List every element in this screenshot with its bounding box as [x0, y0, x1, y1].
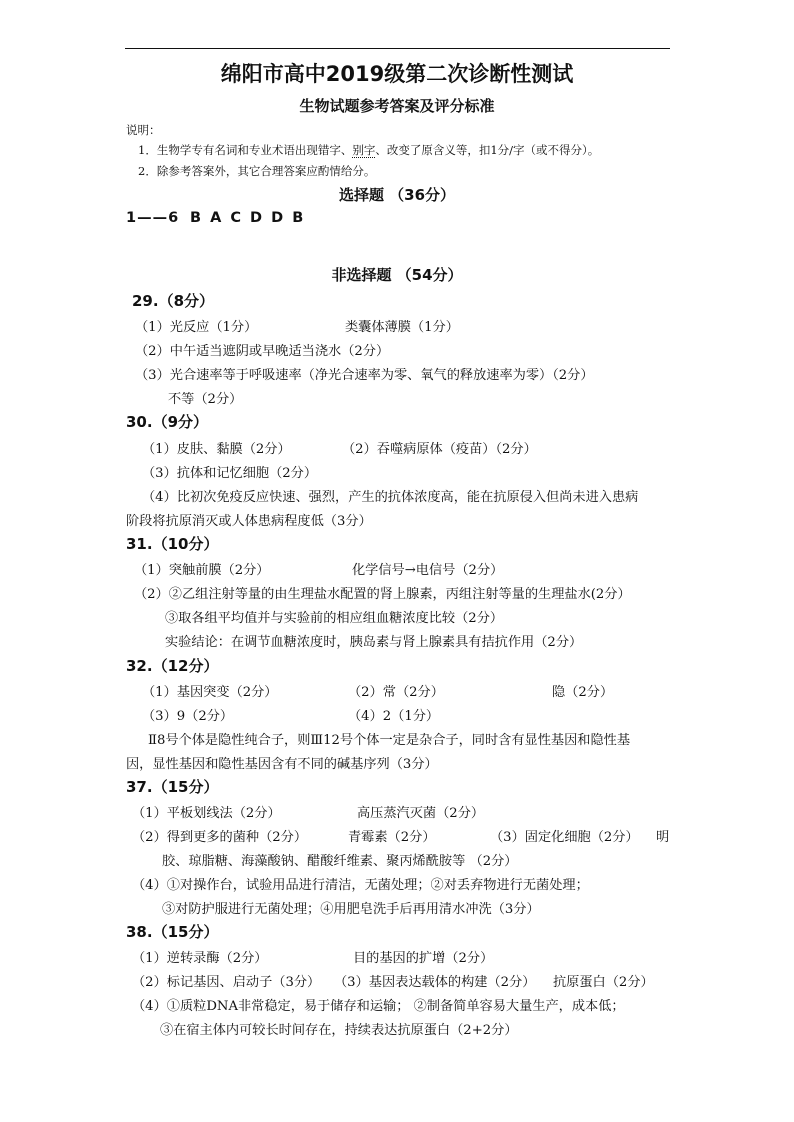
q32-line-2a: （3）9（2分） [142, 709, 234, 724]
q31-heading: 31.（10分） [126, 535, 219, 553]
q32-line-3: Ⅱ8号个体是隐性纯合子，则Ⅲ12号个体一定是杂合子，同时含有显性基因和隐性基 [148, 733, 631, 748]
q37-line-2c: （3）固定化细胞（2分） [490, 830, 639, 845]
q38-line-3: （4）①质粒DNA非常稳定，易于储存和运输； ②制备简单容易大量生产，成本低； [132, 999, 625, 1014]
q31-line-1b: 化学信号→电信号（2分） [352, 563, 504, 578]
note-1-part-a: 1．生物学专有名词和专业术语出现错字、 [138, 143, 353, 157]
q37-line-5: ③对防护服进行无菌处理；④用肥皂洗手后再用清水冲洗（3分） [162, 902, 540, 917]
q29-line-1a: （1）光反应（1分） [135, 320, 258, 335]
q37-line-1b: 高压蒸汽灭菌（2分） [357, 806, 485, 821]
q37-line-4: （4）①对操作台，试验用品进行清洁，无菌处理；②对丢弃物进行无菌处理； [132, 878, 589, 893]
q31-line-2: （2）②乙组注射等量的由生理盐水配置的肾上腺素，丙组注射等量的生理盐水(2分） [134, 587, 631, 602]
q37-line-2b: 青霉素（2分） [348, 830, 436, 845]
q29-heading: 29.（8分） [132, 292, 215, 310]
q31-line-1a: （1）突触前膜（2分） [134, 563, 270, 578]
note-1-part-c: 、改变了原含义等，扣1分/字（或不得分）。 [375, 143, 600, 157]
q32-heading: 32.（12分） [126, 657, 219, 675]
q29-line-3: （3）光合速率等于呼吸速率（净光合速率为零、氧气的释放速率为零）（2分） [135, 368, 594, 383]
q37-line-2d: 明 [656, 830, 670, 845]
notes-heading: 说明： [126, 123, 161, 137]
choice-range: 1——6 [126, 210, 180, 226]
q37-line-1a: （1）平板划线法（2分） [132, 806, 281, 821]
q32-line-1b: （2）常（2分） [348, 685, 444, 700]
q30-line-1b: （2）吞噬病原体（疫苗）（2分） [342, 442, 537, 457]
q31-line-3: ③取各组平均值并与实验前的相应组血糖浓度比较（2分） [165, 611, 504, 626]
q29-line-2: （2）中午适当遮阴或早晚适当浇水（2分） [135, 344, 390, 359]
q38-line-2a: （2）标记基因、启动子（3分） [132, 975, 321, 990]
q30-line-2: （3）抗体和记忆细胞（2分） [142, 466, 318, 481]
q30-line-1a: （1）皮肤、黏膜（2分） [142, 442, 291, 457]
page-subtitle: 生物试题参考答案及评分标准 [299, 97, 495, 115]
q38-heading: 38.（15分） [126, 923, 219, 941]
q29-line-1b: 类囊体薄膜（1分） [345, 320, 459, 335]
q32-line-2b: （4）2（1分） [348, 709, 440, 724]
note-1 [138, 142, 599, 158]
q31-line-4: 实验结论：在调节血糖浓度时，胰岛素与肾上腺素具有拮抗作用（2分） [165, 635, 583, 650]
q38-line-4: ③在宿主体内可较长时间存在，持续表达抗原蛋白（2+2分） [160, 1023, 518, 1038]
q30-line-4: 阶段将抗原消灭或人体患病程度低（3分） [126, 514, 372, 529]
note-1-emphasis: 别字 [352, 143, 376, 157]
note-2: 2．除参考答案外，其它合理答案应酌情给分。 [138, 164, 376, 178]
q32-line-1a: （1）基因突变（2分） [142, 685, 278, 700]
q37-heading: 37.（15分） [126, 778, 219, 796]
top-rule [125, 48, 670, 49]
choice-heading: 选择题 （36分） [338, 186, 456, 204]
q30-heading: 30.（9分） [126, 413, 209, 431]
q32-line-1c: 隐（2分） [552, 685, 614, 700]
q37-line-3: 胶、琼脂糖、海藻酸钠、醋酸纤维素、聚丙烯酰胺等 （2分） [162, 854, 518, 869]
choice-answers: B A C D D B [190, 210, 306, 226]
q38-line-1b: 目的基因的扩增（2分） [353, 951, 494, 966]
page-title: 绵阳市高中2019级第二次诊断性测试 [220, 62, 574, 86]
q32-line-4: 因，显性基因和隐性基因含有不同的碱基序列（3分） [126, 757, 438, 772]
nonchoice-heading: 非选择题 （54分） [331, 266, 463, 284]
q38-line-2c: 抗原蛋白（2分） [553, 975, 654, 990]
q29-line-4: 不等（2分） [168, 392, 243, 407]
q38-line-1a: （1）逆转录酶（2分） [132, 951, 268, 966]
q30-line-3: （4）比初次免疫反应快速、强烈，产生的抗体浓度高，能在抗原侵入但尚未进入患病 [142, 490, 639, 505]
q38-line-2b: （3）基因表达载体的构建（2分） [334, 975, 536, 990]
q37-line-2a: （2）得到更多的菌种（2分） [132, 830, 308, 845]
